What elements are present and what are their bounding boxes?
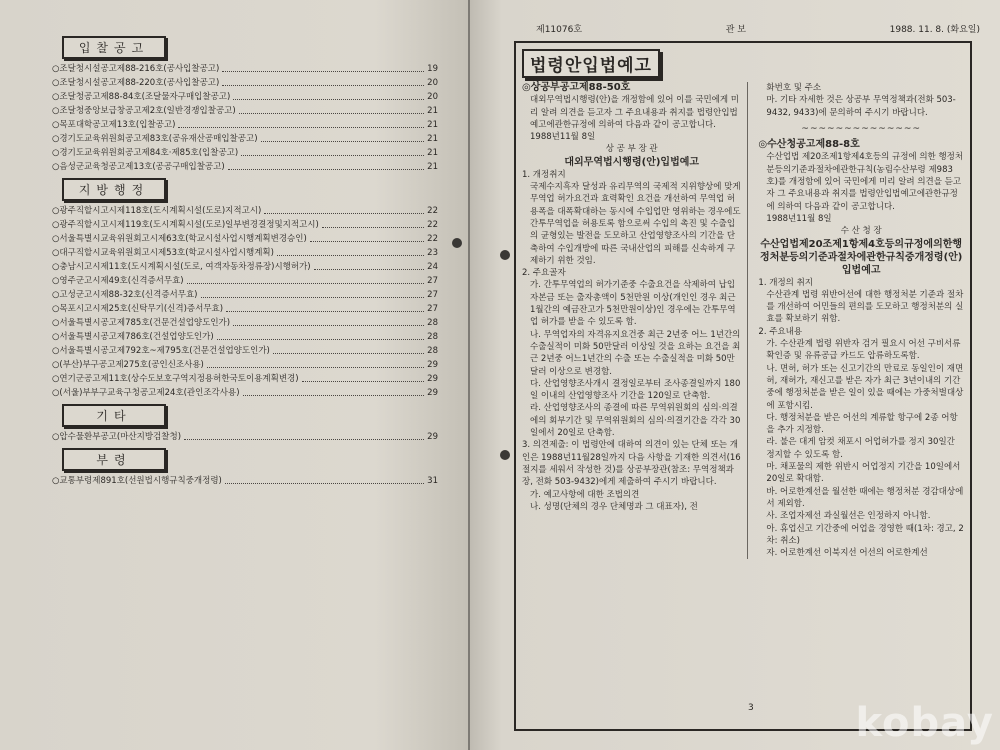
paragraph: 국제수지흑자 달성과 유리무역의 국제적 지위향상에 맞게 무역업 허가요건과 효력확인 요건을 개선하여 무역업 허용폭을 대폭확대하는 동시에 수입업만 영위하는 경우에도 간투무역업을 허용토록 함으로써 수입의 촉진 및 수출입의 균형있는 발전을 도모하고 산업영향조사의 기간을 단축하여 수입개방에 따른 국내산업의 피해를 신속하게 구제하기 위한 것임. — [530, 182, 741, 266]
toc-leader — [228, 169, 425, 170]
toc-item — [52, 274, 438, 288]
toc-item-page: 21 — [427, 120, 438, 130]
toc-item — [52, 386, 438, 400]
notice-issuer: 수 산 청 장 — [840, 226, 882, 237]
toc-leader — [187, 283, 425, 284]
page-number: 3 — [748, 703, 754, 713]
paragraph: 바. 어로한계선을 월선한 때에는 행정처분 경감대상에서 제외함. — [766, 486, 964, 509]
toc-item — [52, 344, 438, 358]
toc-item-title: ○(서울)부부구교육구청공고제24호(관인조각사용) — [52, 388, 240, 398]
toc-item-page: 22 — [427, 220, 438, 230]
toc-item — [52, 358, 438, 372]
toc-item-title: ○압수물환부공고(마산지방검찰청) — [52, 432, 182, 442]
toc-item-page: 28 — [427, 332, 438, 342]
right-page — [470, 0, 1000, 750]
toc-item — [52, 260, 438, 274]
toc-item — [52, 90, 438, 104]
toc-item-title: ○음성군교육청공고제13호(공공구매입찰공고) — [52, 162, 225, 172]
toc-item-title: ○영주군고시제49호(신격증서무효) — [52, 276, 184, 286]
section-heading: 지방행정 — [62, 178, 166, 201]
toc-item-page: 29 — [427, 374, 438, 384]
section-heading: 입찰공고 — [62, 36, 166, 59]
toc-section-other — [52, 400, 438, 444]
issue-date: 1988. 11. 8. (화요일) — [889, 25, 980, 35]
toc-leader — [178, 127, 424, 128]
toc-item-page: 22 — [427, 234, 438, 244]
gazette-name: 관 보 — [725, 25, 746, 35]
toc-item — [52, 232, 438, 246]
paragraph: 마. 채포물의 제한 위반시 어업정지 기간을 10일에서 20일로 확대함. — [766, 462, 961, 485]
paragraph: 나. 면허, 허가 또는 신고기간의 만료로 동일인이 재면허, 재허가, 재신고를 받은 자가 최근 3년이내의 기간중에 행정처분을 받은 일이 있을 때에는 가중처벌대상에 포함시킴. — [766, 363, 964, 411]
paragraph: 화번호 및 주소 — [766, 83, 822, 93]
toc-item — [52, 204, 438, 218]
toc-leader — [226, 311, 424, 312]
toc-leader — [277, 255, 424, 256]
toc-item-title: ○서울특별시공고제785호(건문건설업양도인가) — [52, 318, 231, 328]
paragraph: 사. 조업자제선 과실월선은 인정하지 아니함. — [766, 511, 931, 522]
notice-subtitle: 대외무역법시행령(안)입법예고 — [564, 156, 700, 168]
toc-item — [52, 302, 438, 316]
paragraph: 라. 불은 대게 암컷 채포시 어업허가를 정지 30일간 정지할 수 있도록 함. — [766, 437, 955, 460]
toc-item-title: ○(부산)부구공고제275호(공인신조사용) — [52, 360, 204, 370]
gazette-header — [514, 22, 984, 37]
toc-item-title: ○광주직할시고시제119호(도시계획시설(도로)일부변경결정및지적고시) — [52, 220, 319, 230]
toc-item-title: ○대구직할시교육위원회고시제53호(학교시설사업시행계획) — [52, 248, 274, 258]
paragraph: 2. 주요내용 — [758, 326, 803, 337]
toc-item — [52, 62, 438, 76]
toc-item-title: ○연기군공고제11호(상수도보호구역지정용허한국토이용계획변경) — [52, 374, 299, 384]
toc-leader — [184, 439, 424, 440]
toc-leader — [217, 339, 425, 340]
toc-item-page: 21 — [427, 162, 438, 172]
toc-item-page: 29 — [427, 360, 438, 370]
toc-leader — [243, 395, 425, 396]
toc-item — [52, 104, 438, 118]
toc-item-title: ○서울특별시교육위원회고시제63호(학교시설사업시행계획변경승인) — [52, 234, 307, 244]
toc-item — [52, 474, 438, 488]
toc-leader — [201, 297, 425, 298]
toc-item-title: ○서울특별시공고제792호~제795호(건문건설업양도인가) — [52, 346, 270, 356]
binding-hole-right-top — [500, 250, 510, 260]
paragraph: 라. 산업영향조사의 종결에 따른 무역위원회의 심의·의결에의 회부기간 및 무역위원회의 심의·의결기간을 각각 30일에서 20일로 단축함. — [530, 403, 741, 439]
paragraph: 가. 수산관계 법령 위반자 검거 필요시 어선 구비서류 확인증 및 유류공급 카드도 압류하도록함. — [766, 339, 961, 362]
toc-item — [52, 76, 438, 90]
toc-item-page: 22 — [427, 206, 438, 216]
section-divider: ~~~~~~~~~~~~~~ — [801, 123, 921, 134]
toc-item-page: 19 — [427, 64, 438, 74]
paragraph: 다. 행정처분을 받은 어선의 계류할 항구에 2종 어항을 추가 지정함. — [766, 412, 958, 436]
toc-item-title: ○경기도교육위원회공고제83호(공유재산공매입찰공고) — [52, 134, 258, 144]
toc-item-title: ○서울특별시공고제786호(건설업양도인가) — [52, 332, 214, 342]
toc-item — [52, 146, 438, 160]
toc-item-page: 27 — [427, 276, 438, 286]
toc-leader — [241, 155, 424, 156]
binding-hole-left — [452, 238, 462, 248]
toc-item-title: ○조달청시설공고제88-220호(공사입찰공고) — [52, 78, 220, 88]
paragraph: 나. 무역업자의 자격유지요건중 최근 2년중 어느 1년간의 수출실적이 미화 50만달러 이상일 것을 요하는 요건을 최근 2년중 어느1년간의 수출 또는 수출실적을 미화 50만달러 이상으로 변경함. — [530, 329, 741, 377]
toc-item-title: ○광주직할시고시제118호(도시계획시설(도로)지적고시) — [52, 206, 262, 216]
section-heading: 부령 — [62, 448, 166, 471]
paragraph: 가. 간투무역업의 허가기준중 수출요건을 삭제하여 납입자본금 또는 출자총액이 5천만원 이상(개인인 경우 최근 1월간의 예금잔고가 5천만원이상)인 경우에는 간투무역업 허가를 받을 수 있도록 함. — [530, 280, 736, 328]
toc-item-page: 20 — [427, 92, 438, 102]
toc-leader — [233, 99, 424, 100]
paragraph: 자. 어로한계선 이북지선 어선의 어로한계선 — [766, 548, 928, 559]
toc-item-page: 20 — [427, 78, 438, 88]
toc-leader — [314, 269, 425, 270]
toc-item-title: ○목포시고시제25호(신탁무기(신격)증서무효) — [52, 304, 224, 314]
left-page — [0, 0, 468, 750]
toc-leader — [239, 113, 424, 114]
toc-item-page: 29 — [427, 432, 438, 442]
paragraph: 1. 개정의 취지 — [758, 277, 813, 288]
paragraph: 마. 기타 자세한 것은 상공부 무역정책과(전화 503-9432, 9433)에 문의하여 주시기 바랍니다. — [766, 95, 956, 118]
toc-item — [52, 118, 438, 132]
paragraph: 3. 의견제출: 이 법령안에 대하여 의견이 있는 단체 또는 개인은 1988년11월28일까지 다음 사항을 기재한 의견서(16절지를 세워서 작성한 것)를 상공부장관(참조: 무역정책과장, 전화 503-9432)에게 제출하여 주시기 바랍니다. — [522, 440, 741, 488]
notice-date: 1988년11월 8일 — [766, 213, 832, 224]
notice-issuer: 상 공 부 장 관 — [605, 144, 658, 155]
toc-leader — [222, 85, 424, 86]
toc-item — [52, 132, 438, 146]
toc-leader — [302, 381, 425, 382]
toc-item — [52, 372, 438, 386]
toc-item-page: 23 — [427, 248, 438, 258]
toc-leader — [225, 483, 424, 484]
content-frame — [514, 41, 972, 731]
paragraph: 아. 휴업신고 기간중에 어업을 경영한 때(1차: 경고, 2차: 취소) — [766, 523, 964, 546]
toc-item — [52, 218, 438, 232]
toc-item-page: 21 — [427, 134, 438, 144]
toc-item-page: 29 — [427, 388, 438, 398]
toc-leader — [261, 141, 425, 142]
toc-item-page: 28 — [427, 346, 438, 356]
toc-item — [52, 316, 438, 330]
toc-section-ordinance — [52, 444, 438, 488]
toc-leader — [273, 353, 424, 354]
toc-item-title: ○조달청공고제88-84호(조달물자구매입찰공고) — [52, 92, 231, 102]
toc-item-page: 27 — [427, 290, 438, 300]
notice-date: 1988년11월 8일 — [530, 132, 596, 143]
toc-item-title: ○교통부령제891호(선원법시행규칙중개정령) — [52, 476, 222, 486]
toc-item — [52, 160, 438, 174]
left-column — [522, 82, 748, 559]
toc-item — [52, 288, 438, 302]
watermark-logo: kobay — [855, 700, 994, 746]
toc-item-page: 27 — [427, 304, 438, 314]
toc-item-page: 31 — [427, 476, 438, 486]
paragraph: 1. 개정취지 — [522, 169, 566, 180]
paragraph: 2. 주요골자 — [522, 268, 566, 279]
notice-intro: 수산업법 제20조제1항제4호등의 규정에 의한 행정처분등의기준과절차에관한규칙(농림수산부령 제983호)를 개정함에 있어 국민에게 미리 알려 의견을 듣고자 그 주요내용과 취지를 법령안입법예고에관한규정에 의하여 다음과 같이 공고합니다. — [766, 152, 964, 212]
toc-item-title: ○조달청중앙보급창공고제2호(일반경쟁입찰공고) — [52, 106, 236, 116]
notice-heading: ◎상공부공고제88-50호 — [522, 82, 631, 93]
two-columns — [522, 82, 964, 559]
toc-item-page: 21 — [427, 148, 438, 158]
toc-leader — [233, 325, 424, 326]
toc-item-title: ○목포대학공고제13호(입찰공고) — [52, 120, 176, 130]
toc-item-page: 21 — [427, 106, 438, 116]
toc-item-title: ○고성군고시제88-32호(신격증서무효) — [52, 290, 198, 300]
notice-subtitle: 수산업법제20조제1항제4호등의규정에의한행정처분등의기준과절차에관한규칙중개정령(안)입법예고 — [760, 238, 963, 276]
toc-leader — [310, 241, 424, 242]
paragraph: 가. 예고사항에 대한 조법의견 — [530, 489, 640, 500]
toc-section-local-admin — [52, 174, 438, 400]
toc-item-page: 28 — [427, 318, 438, 328]
paragraph: 수산관계 법령 위반어선에 대한 행정처분 기준과 절차를 개선하여 어민들의 편의를 도모하고 행정처분의 실효를 확보하기 위함. — [766, 289, 964, 325]
toc-leader — [222, 71, 424, 72]
toc-item-page: 24 — [427, 262, 438, 272]
paragraph: 다. 산업영향조사개시 결정일로부터 조사종결일까지 180일 이내의 산업영향조사 기간을 120일로 단축함. — [530, 378, 741, 402]
toc-item — [52, 430, 438, 444]
section-heading: 기타 — [62, 404, 166, 427]
toc-item — [52, 330, 438, 344]
toc-item-title: ○조달청시설공고제88-216호(공사입찰공고) — [52, 64, 220, 74]
toc-leader — [207, 367, 424, 368]
notice-heading: ◎수산청공고제88-8호 — [758, 139, 860, 151]
toc-leader — [322, 227, 424, 228]
toc-item — [52, 246, 438, 260]
issue-number: 제11076호 — [536, 25, 583, 35]
toc-item-title: ○경기도교육위원회공고제84호·제85호(입찰공고) — [52, 148, 239, 158]
binding-hole-right-bottom — [500, 450, 510, 460]
paragraph: 나. 성명(단체의 경우 단체명과 그 대표자), 전 — [530, 501, 698, 512]
toc-section-bidding — [52, 32, 438, 174]
notice-intro: 대외무역법시행령(안)을 개정함에 있어 이를 국민에게 미리 알려 의견을 듣고자 그 주요내용과 취지를 법령안입법예고에관한규정에 의하여 다음과 같이 공고합니다. — [530, 95, 739, 130]
toc-leader — [264, 213, 424, 214]
toc-item-title: ○충남시고시제11호(도시계획시설(도로, 여객자동차정류장)시행허가) — [52, 262, 311, 272]
page-title: 법령안입법예고 — [522, 49, 660, 78]
right-column — [758, 82, 964, 559]
